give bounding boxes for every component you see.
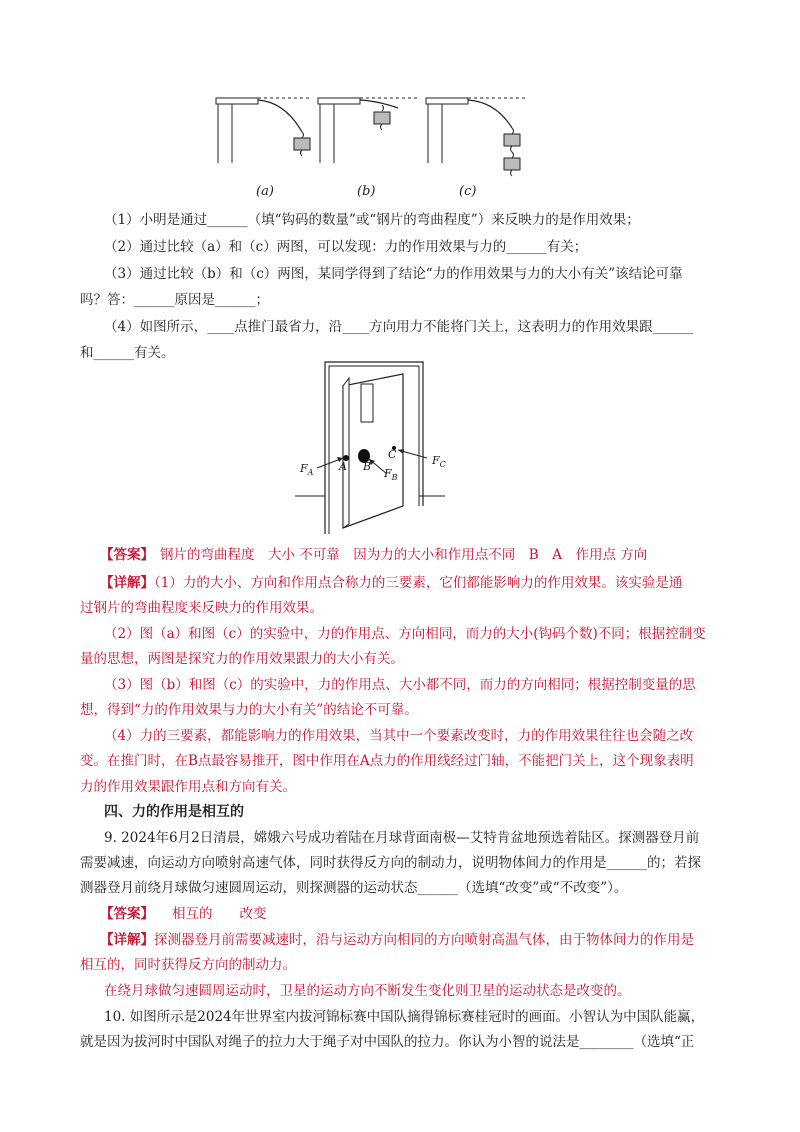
question-9-line-3: 测器登月前绕月球做匀速圆周运动，则探测器的运动状态______（选填“改变”或“不改变”）。 [80,880,628,896]
steel-strip-figure [210,88,540,188]
detail-label: 【详解】 [100,932,154,948]
setup-c [426,98,526,176]
answer-9 [100,904,267,924]
answer-8 [100,545,647,565]
question-9-line-1: 9. 2024年6月2日清晨，嫦娥六号成功着陆在月球背面南极—艾特肯盆地预选着陆区。探测器登月前 [104,830,700,846]
detail-8-line-3: （2）图（a）和图（c）的实验中，力的作用点、方向相同，而力的大小(钩码个数)不同；根据控制变 [104,626,706,642]
question-8-part-1: （1）小明是通过______（填“钩码的数量”或“钢片的弯曲程度”）来反映力的是作用效果； [104,212,640,228]
section-4-title: 四、力的作用是相互的 [104,804,244,820]
answer-label: 【答案】 [100,906,154,922]
figure-label-b: (b) [357,184,376,199]
setup-b [318,98,418,163]
setup-a [216,98,310,163]
question-8-part-4b: 和______有关。 [80,345,175,361]
detail-8-line-1: 【详解】（1）力的大小、方向和作用点合称力的三要素，它们都能影响力的作用效果。该实验是通 [100,575,683,591]
detail-9-line-2: 相互的，同时获得反方向的制动力。 [80,957,296,973]
question-10-line-1: 10. 如图所示是2024年世界室内拔河锦标赛中国队摘得锦标赛桂冠时的画面。小智认为中国队能赢， [104,1009,705,1025]
figure-label-a: (a) [256,184,274,199]
detail-8-line-8: 变。在推门时，在B点最容易推开，图中作用在A点力的作用线经过门轴，不能把门关上，这个现象表明 [80,753,694,769]
detail-8-line-7: （4）力的三要素，都能影响力的作用效果，当其中一个要素改变时，力的作用效果往往也会随之改 [104,728,694,744]
detail-label: 【详解】 [100,575,154,591]
question-8-part-3b: 吗？答：______原因是______； [80,292,269,308]
force-fa-label: $F_A$ [300,462,314,478]
detail-8-line-9: 力的作用效果跟作用点和方向有关。 [80,779,296,795]
force-fb-label: $F_B$ [384,467,398,483]
answer-9-text: 相互的 改变 [172,906,267,922]
detail-8-line-6: 想，得到“力的作用效果与力的大小有关”的结论不可靠。 [80,702,418,718]
point-b-label: B [363,460,372,473]
detail-9-line-1: 【详解】探测器登月前需要减速时，沿与运动方向相同的方向喷射高温气体，由于物体间力的作用是 [100,932,694,948]
detail-8-line-4: 量的思想，两图是探究力的作用效果跟力的大小有关。 [80,651,404,667]
point-a-label: A [339,460,347,473]
question-8-part-3a: （3）通过比较（b）和（c）两图，某同学得到了结论“力的作用效果与力的大小有关”该结论可靠 [104,266,683,282]
question-8-part-4a: （4）如图所示，____点推门最省力，沿____方向用力不能将门关上，这表明力的作用效果跟______ [104,319,694,335]
question-9-line-2: 需要减速，向运动方向喷射高速气体，同时获得反方向的制动力，说明物体间力的作用是______的；若探 [80,855,701,871]
question-8-part-2: （2）通过比较（a）和（c）两图，可以发现：力的作用效果与力的______有关； [104,239,588,255]
question-10-line-2: 就是因为拔河时中国队对绳子的拉力大于绳子对中国队的拉力。你认为小智的说法是________（选填“正 [80,1034,695,1050]
answer-label: 【答案】 [100,547,154,563]
detail-8-line-5: （3）图（b）和图（c）的实验中，力的作用点、大小都不同，而力的方向相同；根据控制变量的思 [104,677,696,693]
point-c-label: C [388,448,397,461]
figure-label-c: (c) [459,184,477,199]
force-fc-label: $F_C$ [432,454,446,470]
detail-8-line-2: 过钢片的弯曲程度来反映力的作用效果。 [80,600,323,616]
door-figure [295,356,445,536]
detail-9-line-3: 在绕月球做匀速圆周运动时，卫星的运动方向不断发生变化则卫星的运动状态是改变的。 [104,983,631,999]
answer-8-text: 钢片的弯曲程度 大小 不可靠 因为力的大小和作用点不同 B A 作用点 方向 [160,547,648,563]
